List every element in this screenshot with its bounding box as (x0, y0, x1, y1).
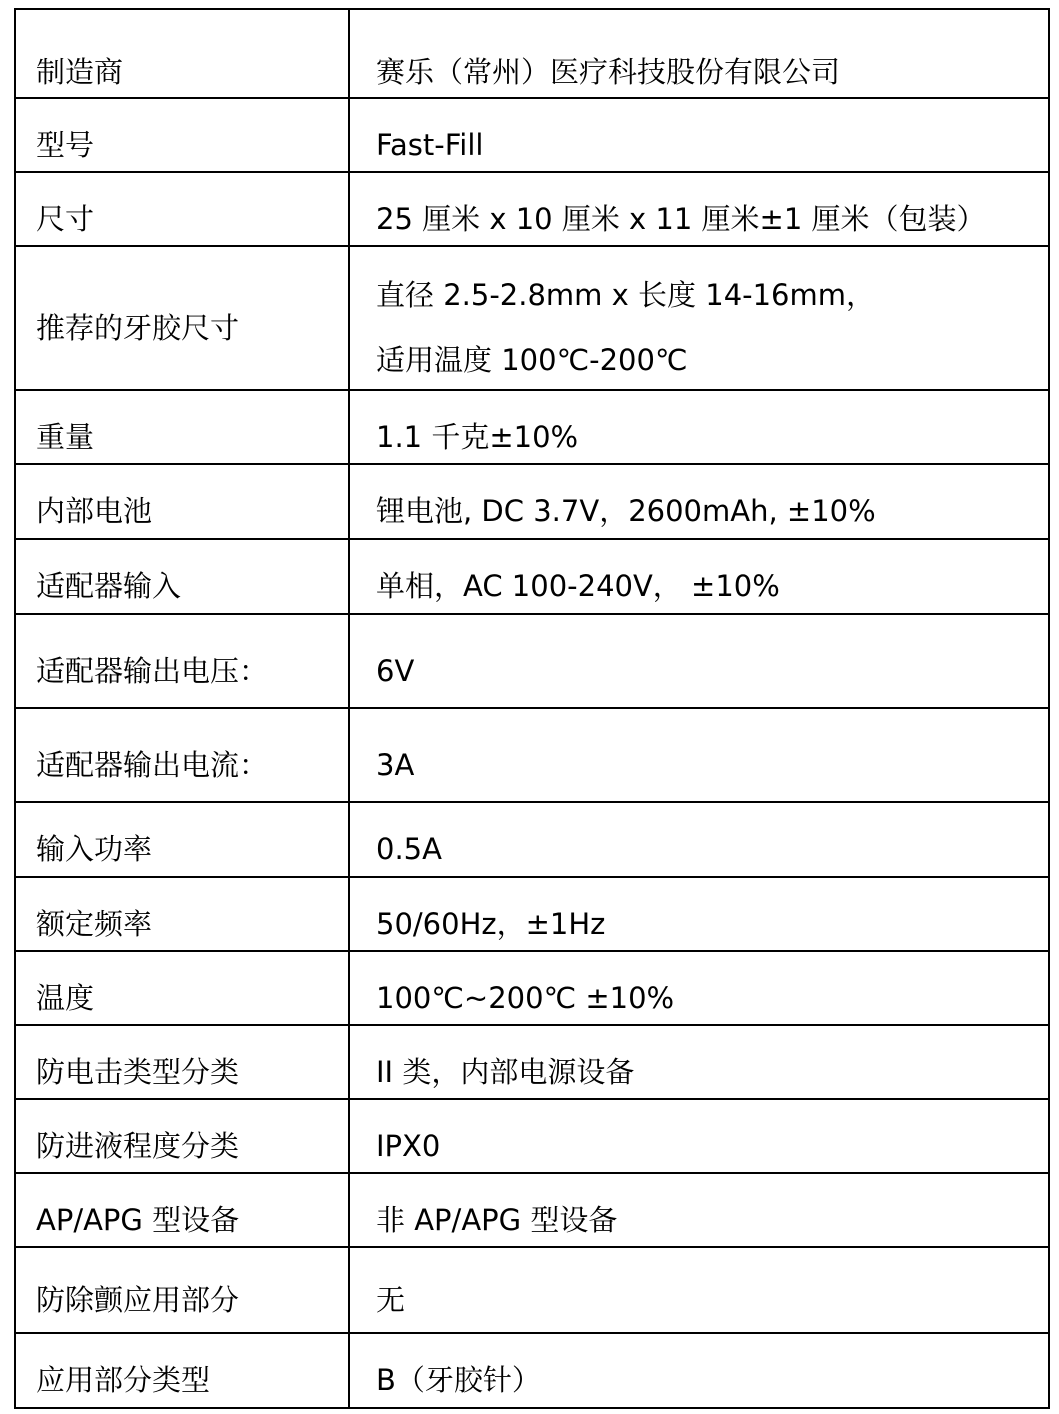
row-value-line: 3A (376, 747, 415, 782)
table-row (15, 614, 1049, 708)
table-row (15, 1099, 1049, 1173)
table-row (15, 539, 1049, 614)
row-value (349, 390, 1049, 464)
row-value-line: 单相，AC 100-240V， ±10% (376, 569, 780, 604)
row-label: 防电击类型分类 (15, 1025, 349, 1099)
row-value-line: 赛乐（常州）医疗科技股份有限公司 (376, 55, 841, 90)
table-row (15, 1173, 1049, 1247)
spec-table (14, 8, 1050, 1409)
row-label: 重量 (15, 390, 349, 464)
row-value-line: 100℃~200℃ ±10% (376, 980, 675, 1015)
table-row (15, 877, 1049, 951)
row-value (349, 98, 1049, 172)
table-row (15, 708, 1049, 802)
row-value (349, 951, 1049, 1025)
row-label: 制造商 (15, 9, 349, 98)
row-label: 内部电池 (15, 464, 349, 539)
table-row (15, 390, 1049, 464)
row-value-line: 0.5A (376, 832, 442, 867)
row-value-line: IPX0 (376, 1128, 441, 1163)
row-value (349, 464, 1049, 539)
row-value (349, 614, 1049, 708)
row-label: 防进液程度分类 (15, 1099, 349, 1173)
row-value-line: 锂电池, DC 3.7V，2600mAh, ±10% (376, 494, 876, 529)
row-value-line: 50/60Hz，±1Hz (376, 906, 606, 941)
row-value (349, 708, 1049, 802)
row-value-line: II 类，内部电源设备 (376, 1054, 635, 1089)
row-label: 尺寸 (15, 172, 349, 246)
row-value (349, 877, 1049, 951)
row-value-line: 直径 2.5-2.8mm x 长度 14-16mm， (376, 278, 876, 313)
row-value (349, 1173, 1049, 1247)
row-label: AP/APG 型设备 (15, 1173, 349, 1247)
row-label: 适配器输出电压： (15, 614, 349, 708)
row-value-line: 1.1 千克±10% (376, 419, 579, 454)
table-row (15, 98, 1049, 172)
row-value (349, 9, 1049, 98)
row-value (349, 1099, 1049, 1173)
table-row (15, 1025, 1049, 1099)
table-row (15, 9, 1049, 98)
table-row (15, 802, 1049, 877)
row-value (349, 1025, 1049, 1099)
row-label: 温度 (15, 951, 349, 1025)
spec-table-body (15, 9, 1049, 1408)
row-value-line: 25 厘米 x 10 厘米 x 11 厘米±1 厘米（包装） (376, 201, 986, 236)
row-label: 输入功率 (15, 802, 349, 877)
row-label: 推荐的牙胶尺寸 (15, 246, 349, 390)
row-value (349, 802, 1049, 877)
table-row (15, 1247, 1049, 1333)
row-value-line: 适用温度 100℃-200℃ (376, 343, 688, 377)
row-label: 防除颤应用部分 (15, 1247, 349, 1333)
row-label: 应用部分类型 (15, 1333, 349, 1408)
table-row (15, 172, 1049, 246)
row-value-line: 无 (376, 1282, 406, 1317)
row-value (349, 246, 1049, 390)
row-value (349, 172, 1049, 246)
row-value-line: 非 AP/APG 型设备 (376, 1202, 618, 1237)
row-label: 适配器输入 (15, 539, 349, 614)
table-row (15, 246, 1049, 390)
table-row (15, 464, 1049, 539)
row-value (349, 1247, 1049, 1333)
row-value-line: 6V (376, 653, 415, 688)
row-label: 额定频率 (15, 877, 349, 951)
row-value (349, 1333, 1049, 1408)
row-label: 型号 (15, 98, 349, 172)
row-value-line: Fast-Fill (376, 127, 484, 162)
table-row (15, 951, 1049, 1025)
row-value-line: B（牙胶针） (376, 1363, 541, 1398)
row-value (349, 539, 1049, 614)
table-row (15, 1333, 1049, 1408)
row-label: 适配器输出电流： (15, 708, 349, 802)
